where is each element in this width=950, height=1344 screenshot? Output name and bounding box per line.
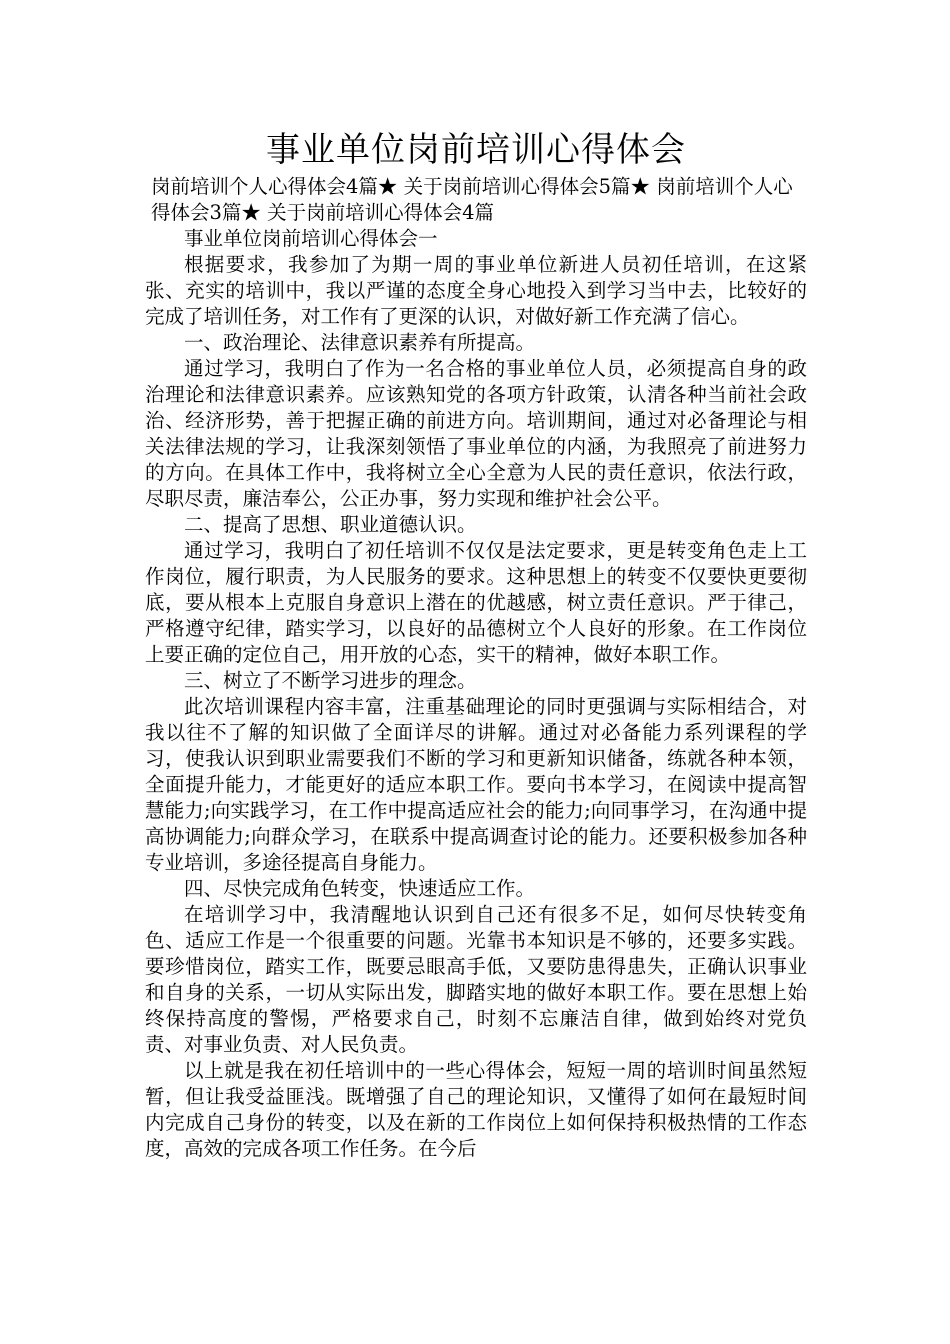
body-paragraph: 根据要求，我参加了为期一周的事业单位新进人员初任培训，在这紧张、充实的培训中，我以严谨的态度全身心地投入到学习当中去，比较好的完成了培训任务，对工作有了更深的认识，对做好新工作充满了信心。: [145, 253, 807, 328]
body-paragraph: 以上就是我在初任培训中的一些心得体会，短短一周的培训时间虽然短暂，但让我受益匪浅。既增强了自己的理论知识，又懂得了如何在最短时间内完成自己身份的转变，以及在新的工作岗位上如何保持积极热情的工作态度，高效的完成各项工作任务。在今后: [145, 1059, 807, 1160]
body-paragraph: 通过学习，我明白了作为一名合格的事业单位人员，必须提高自身的政治理论和法律意识素养。应该熟知党的各项方针政策，认清各种当前社会政治、经济形势，善于把握正确的前进方向。培训期间，通过对必备理论与相关法律法规的学习，让我深刻领悟了事业单位的内涵，为我照亮了前进努力的方向。在具体工作中，我将树立全心全意为人民的责任意识，依法行政，尽职尽责，廉洁奉公，公正办事，努力实现和维护社会公平。: [145, 357, 807, 510]
section-heading: 一、政治理论、法律意识素养有所提高。: [184, 331, 536, 354]
document-page: [145, 128, 807, 1162]
section-heading: 四、尽快完成角色转变，快速适应工作。: [184, 877, 536, 900]
body-paragraph: 通过学习，我明白了初任培训不仅仅是法定要求，更是转变角色走上工作岗位，履行职责，为人民服务的要求。这种思想上的转变不仅要快更要彻底，要从根本上克服自身意识上潜在的优越感，树立责任意识。严于律己，严格遵守纪律，踏实学习，以良好的品德树立个人良好的形象。在工作岗位上要正确的定位自己，用开放的心态，实干的精神，做好本职工作。: [145, 539, 807, 666]
section-heading: 事业单位岗前培训心得体会一: [184, 227, 438, 250]
body-paragraph: 此次培训课程内容丰富，注重基础理论的同时更强调与实际相结合，对我以往不了解的知识做了全面详尽的讲解。通过对必备能力系列课程的学习，使我认识到职业需要我们不断的学习和更新知识储备，练就各种本领，全面提升能力，才能更好的适应本职工作。要向书本学习，在阅读中提高智慧能力;向实践学习，在工作中提高适应社会的能力;向同事学习，在沟通中提高协调能力;向群众学习，在联系中提高调查讨论的能力。还要积极参加各种专业培训，多途径提高自身能力。: [145, 695, 807, 874]
section-heading: 三、树立了不断学习进步的理念。: [184, 669, 477, 692]
document-title: 事业单位岗前培训心得体会: [266, 130, 686, 170]
body-paragraph: 在培训学习中，我清醒地认识到自己还有很多不足，如何尽快转变角色、适应工作是一个很重要的问题。光靠书本知识是不够的，还要多实践。要珍惜岗位，踏实工作，既要忌眼高手低，又要防患得患失，正确认识事业和自身的关系，一切从实际出发，脚踏实地的做好本职工作。要在思想上始终保持高度的警惕，严格要求自己，时刻不忘廉洁自律，做到始终对党负责、对事业负责、对人民负责。: [145, 903, 807, 1056]
related-articles-line: 岗前培训个人心得体会4篇★ 关于岗前培训心得体会5篇★ 岗前培训个人心得体会3篇★ 关于岗前培训心得体会4篇: [151, 175, 793, 224]
section-heading: 二、提高了思想、职业道德认识。: [184, 513, 477, 536]
